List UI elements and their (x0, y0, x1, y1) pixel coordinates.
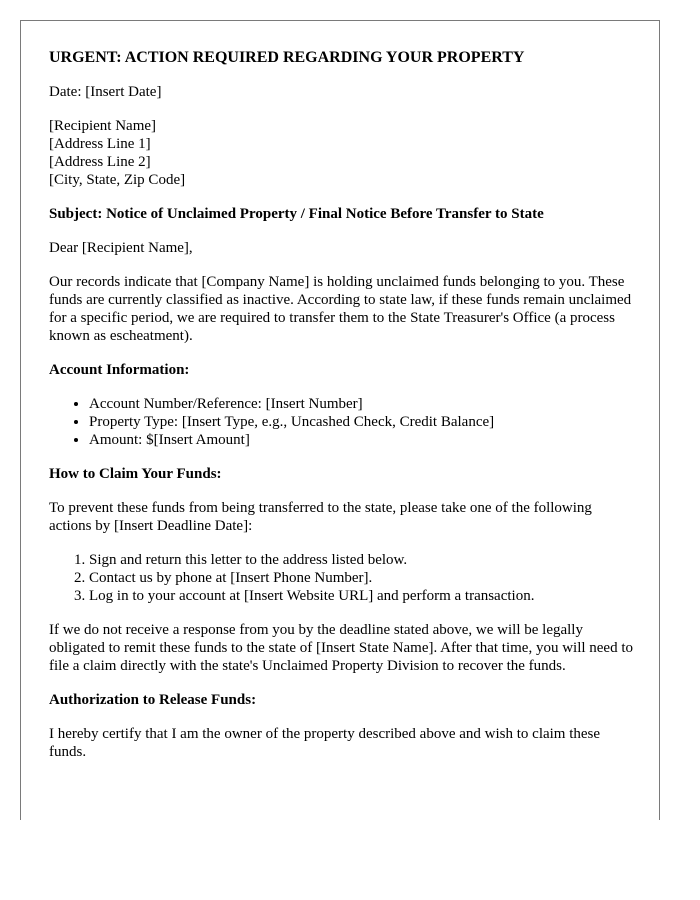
list-item: 1. Sign and return this letter to the address listed below. (89, 551, 635, 569)
claim-steps-list (49, 551, 635, 605)
authorization-heading: Authorization to Release Funds: (49, 692, 257, 708)
city-state-zip: [City, State, Zip Code] (49, 172, 186, 188)
letter-title: URGENT: ACTION REQUIRED REGARDING YOUR PROPERTY (49, 49, 525, 66)
list-item: • Amount: $[Insert Amount] (89, 431, 635, 449)
letter-content (49, 49, 635, 777)
account-info-list (49, 395, 635, 449)
subject-line: Subject: Notice of Unclaimed Property / Final Notice Before Transfer to State (49, 206, 544, 222)
claim-intro-paragraph: To prevent these funds from being transferred to the state, please take one of the following actions by [Insert Deadline Date]: (49, 500, 592, 534)
date-line: Date: [Insert Date] (49, 84, 162, 100)
letter-page (20, 20, 660, 820)
account-info-heading: Account Information: (49, 362, 190, 378)
address-line-1: [Address Line 1] (49, 136, 151, 152)
address-line-2: [Address Line 2] (49, 154, 151, 170)
list-item: • Account Number/Reference: [Insert Number] (89, 395, 635, 413)
recipient-address-block (49, 117, 635, 189)
recipient-name: [Recipient Name] (49, 118, 157, 134)
certification-paragraph: I hereby certify that I am the owner of the property described above and wish to claim these funds. (49, 726, 601, 760)
list-item: 3. Log in to your account at [Insert Website URL] and perform a transaction. (89, 587, 635, 605)
claim-funds-heading: How to Claim Your Funds: (49, 466, 222, 482)
intro-paragraph: Our records indicate that [Company Name] is holding unclaimed funds belonging to you. These funds are currently classified as inactive. According to state law, if these funds remain unclaimed for a specific period, we are required to transfer them to the State Treasurer's Office (a process known as escheatment). (49, 274, 632, 344)
salutation: Dear [Recipient Name], (49, 240, 193, 256)
warning-paragraph: If we do not receive a response from you by the deadline stated above, we will be legally obligated to remit these funds to the state of [Insert State Name]. After that time, you will need to file a claim directly with the state's Unclaimed Property Division to recover the funds. (49, 622, 634, 674)
list-item: 2. Contact us by phone at [Insert Phone Number]. (89, 569, 635, 587)
list-item: • Property Type: [Insert Type, e.g., Uncashed Check, Credit Balance] (89, 413, 635, 431)
